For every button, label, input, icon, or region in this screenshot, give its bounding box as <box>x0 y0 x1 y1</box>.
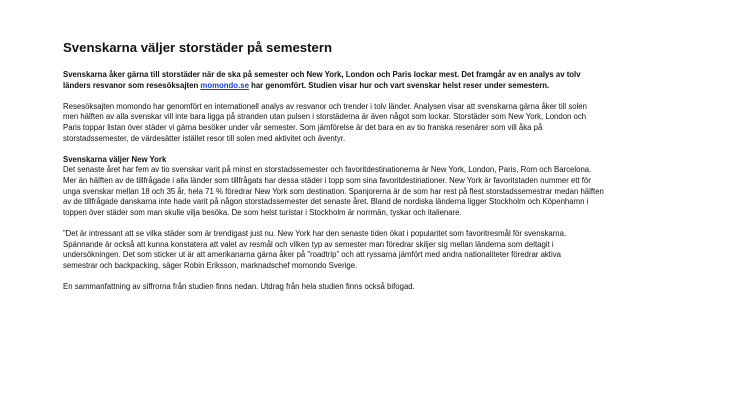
section-line: toppen över städer som man skulle vilja besöka. De som helst turistar i Stockholm är norrmän, tyskar och italienare. <box>63 207 462 217</box>
section-line: av de tillfrågade danskarna inte hade varit på någon storstadssemester det senaste året. Bland de nordiska länderna ligger Stockholm och Köpenhamn i <box>63 197 589 207</box>
quote-paragraph <box>63 229 683 271</box>
section-paragraph <box>63 155 683 219</box>
section-line: unga svenskar mellan 18 och 35 år, hela 71 % föredrar New York som destination. Spanjorerna är de som har rest på flest storstadssemestrar medan hälften <box>63 186 604 196</box>
quote-line: undersökningen. Det som sticker ut är att amerikanarna gärna åker på ”roadtrip” och att ryssarna jämfört med andra nationaliteter föredrar aktiva <box>63 250 561 260</box>
lead-line-2-start: länders resvanor som resesöksajten <box>63 80 201 90</box>
section-line: Mer än hälften av de tillfrågade i alla länder som tillfrågats har dessa städer i topp som sina favoritdestinationer. New York är favoritstaden nummer ett för <box>63 175 591 185</box>
quote-line: Spännande är också att kunna konstatera att valet av resmål och vilken typ av semester man föredrar skiljer sig mellan länderna som deltagit i <box>63 239 554 249</box>
intro-line: Resesöksajten momondo har genomfört en internationell analys av resvanor och trender i tolv länder. Analysen visar att svenskarna gärna åker till solen <box>63 101 587 111</box>
momondo-link[interactable]: momondo.se <box>200 80 249 90</box>
article-title: Svenskarna väljer storstäder på semestern <box>63 40 333 55</box>
lead-paragraph <box>63 70 683 91</box>
section-line: Det senaste året har fem av tio svenskar varit på minst en storstadssemester och favoritdestinationerna är New York, London, Paris, Rom och Barcelona. <box>63 165 592 175</box>
closing-line: En sammanfattning av siffrorna från studien finns nedan. Utdrag från hela studien finns också bifogad. <box>63 281 415 291</box>
section-heading: Svenskarna väljer New York <box>63 154 167 164</box>
lead-line-2-end: har genomfört. Studien visar hur och vart svenskar helst reser under semestern. <box>248 80 550 90</box>
quote-line: ”Det är intressant att se vilka städer som är trendigast just nu. New York har den senaste tiden ökat i popularitet som favoritresmål för svenskarna. <box>63 228 567 238</box>
intro-line: storstadssemester, de värdesätter istället resor till solen med aktivitet och äventyr. <box>63 133 346 143</box>
document-page <box>63 40 683 303</box>
quote-line: semestrar och backpacking, säger Robin Eriksson, marknadschef momondo Sverige. <box>63 260 358 270</box>
intro-line: men hälften av alla svenskar vill inte bara ligga på stranden utan pulsen i storstäderna är även något som lockar. Storstäder som New York, London och <box>63 112 587 122</box>
intro-paragraph <box>63 102 683 144</box>
closing-paragraph <box>63 282 683 293</box>
intro-line: Paris toppar listan över städer vi gärna besöker under vår semester. Som jämförelse är det bara en av tio franska resenärer som vill åka på <box>63 122 543 132</box>
lead-line-2 <box>63 81 683 92</box>
lead-line-1: Svenskarna åker gärna till storstäder när de ska på semester och New York, London och Paris lockar mest. Det framgår av en analys av tolv <box>63 70 581 79</box>
